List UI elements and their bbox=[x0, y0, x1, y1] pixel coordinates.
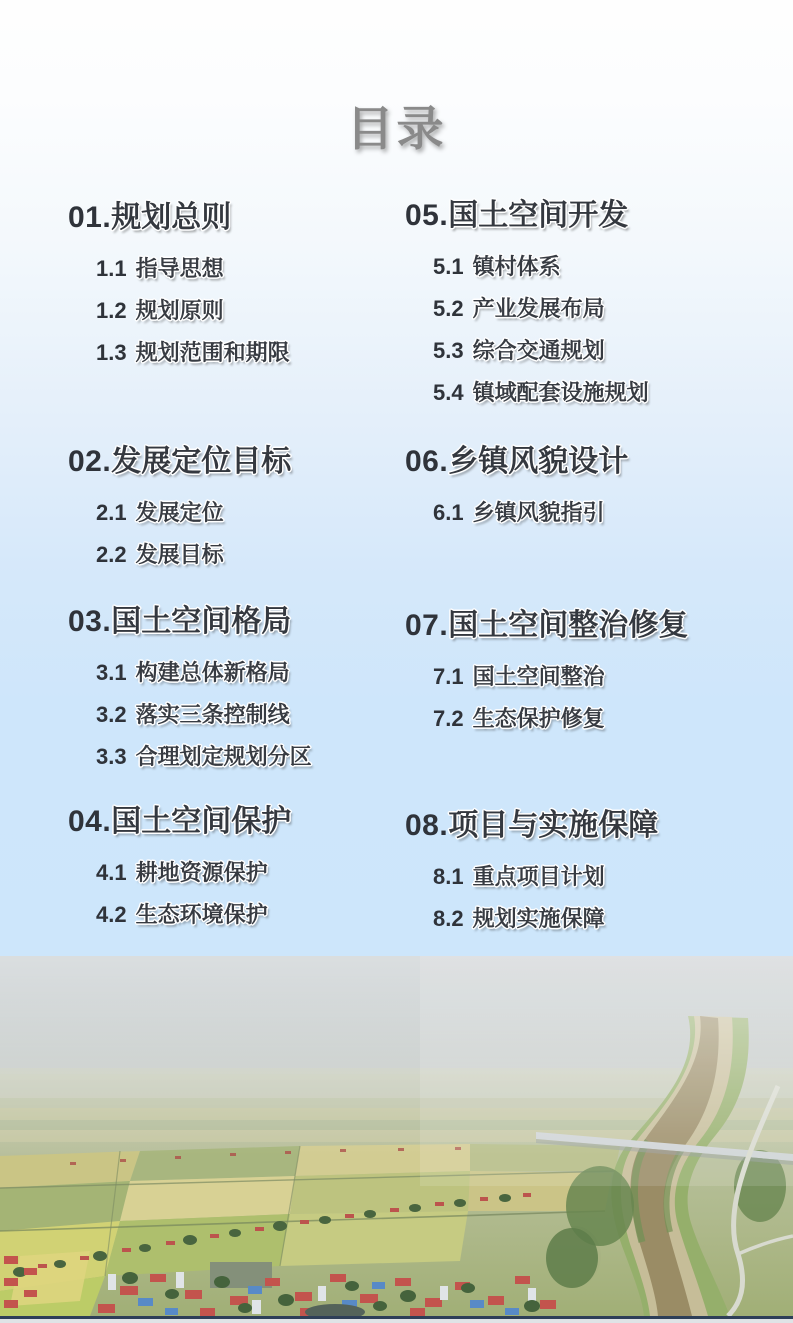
section-title: 国土空间保护 bbox=[111, 805, 292, 838]
toc-item bbox=[433, 698, 688, 740]
section-heading bbox=[405, 196, 649, 236]
toc-item bbox=[433, 856, 658, 898]
toc-section-08 bbox=[405, 806, 658, 940]
section-title: 项目与实施保障 bbox=[448, 809, 659, 842]
section-number: 05. bbox=[405, 199, 449, 232]
item-label: 耕地资源保护 bbox=[135, 860, 268, 885]
toc-item bbox=[96, 894, 291, 936]
section-items bbox=[68, 652, 312, 778]
section-title: 乡镇风貌设计 bbox=[448, 445, 629, 478]
item-label: 规划范围和期限 bbox=[135, 340, 290, 365]
toc-item bbox=[96, 736, 312, 778]
aerial-photo-town-river bbox=[0, 956, 793, 1316]
toc-item bbox=[96, 248, 290, 290]
section-items bbox=[405, 492, 628, 534]
section-number: 07. bbox=[405, 609, 449, 642]
section-title: 国土空间整治修复 bbox=[448, 609, 689, 642]
section-items bbox=[68, 248, 290, 374]
toc-section-05 bbox=[405, 196, 649, 414]
section-number: 08. bbox=[405, 809, 449, 842]
item-label: 规划实施保障 bbox=[472, 906, 605, 931]
item-number: 8.1 bbox=[433, 864, 464, 889]
item-label: 发展目标 bbox=[135, 542, 224, 567]
item-number: 5.4 bbox=[433, 380, 464, 405]
section-number: 02. bbox=[68, 445, 112, 478]
toc-item bbox=[96, 332, 290, 374]
toc-section-04 bbox=[68, 802, 291, 936]
item-number: 5.1 bbox=[433, 254, 464, 279]
item-number: 1.3 bbox=[96, 340, 127, 365]
item-number: 4.1 bbox=[96, 860, 127, 885]
section-number: 04. bbox=[68, 805, 112, 838]
item-number: 1.2 bbox=[96, 298, 127, 323]
section-heading bbox=[405, 606, 688, 646]
section-heading bbox=[68, 198, 290, 238]
toc-item bbox=[96, 852, 291, 894]
item-number: 7.2 bbox=[433, 706, 464, 731]
item-label: 重点项目计划 bbox=[472, 864, 605, 889]
toc-section-07 bbox=[405, 606, 688, 740]
item-label: 合理划定规划分区 bbox=[135, 744, 312, 769]
toc-item bbox=[433, 372, 649, 414]
item-number: 5.3 bbox=[433, 338, 464, 363]
item-label: 镇村体系 bbox=[472, 254, 561, 279]
item-number: 5.2 bbox=[433, 296, 464, 321]
photo-bottom-border bbox=[0, 1316, 793, 1323]
item-label: 指导思想 bbox=[135, 256, 224, 281]
toc-section-03 bbox=[68, 602, 312, 778]
item-label: 镇域配套设施规划 bbox=[472, 380, 649, 405]
item-number: 1.1 bbox=[96, 256, 127, 281]
toc-item bbox=[96, 694, 312, 736]
toc-item bbox=[433, 898, 658, 940]
section-heading bbox=[405, 442, 628, 482]
section-heading bbox=[68, 802, 291, 842]
item-number: 3.2 bbox=[96, 702, 127, 727]
toc-item bbox=[433, 330, 649, 372]
section-items bbox=[405, 246, 649, 414]
item-label: 国土空间整治 bbox=[472, 664, 605, 689]
item-label: 产业发展布局 bbox=[472, 296, 605, 321]
item-number: 7.1 bbox=[433, 664, 464, 689]
toc-item bbox=[96, 290, 290, 332]
section-items bbox=[68, 852, 291, 936]
section-number: 06. bbox=[405, 445, 449, 478]
section-title: 国土空间开发 bbox=[448, 199, 629, 232]
photo-haze bbox=[0, 956, 793, 1316]
toc-item bbox=[433, 288, 649, 330]
item-number: 3.1 bbox=[96, 660, 127, 685]
section-heading bbox=[68, 442, 291, 482]
item-label: 构建总体新格局 bbox=[135, 660, 290, 685]
item-number: 8.2 bbox=[433, 906, 464, 931]
toc-item bbox=[433, 492, 628, 534]
item-number: 2.1 bbox=[96, 500, 127, 525]
item-label: 规划原则 bbox=[135, 298, 224, 323]
toc-section-06 bbox=[405, 442, 628, 534]
section-items bbox=[405, 656, 688, 740]
toc-item bbox=[96, 652, 312, 694]
item-label: 落实三条控制线 bbox=[135, 702, 290, 727]
item-label: 生态保护修复 bbox=[472, 706, 605, 731]
toc-item bbox=[96, 534, 291, 576]
section-items bbox=[405, 856, 658, 940]
section-heading bbox=[68, 602, 312, 642]
item-number: 4.2 bbox=[96, 902, 127, 927]
section-number: 03. bbox=[68, 605, 112, 638]
page-title: 目录 bbox=[346, 102, 447, 155]
item-label: 发展定位 bbox=[135, 500, 224, 525]
item-label: 乡镇风貌指引 bbox=[472, 500, 605, 525]
item-label: 生态环境保护 bbox=[135, 902, 268, 927]
toc-item bbox=[433, 246, 649, 288]
toc-section-02 bbox=[68, 442, 291, 576]
item-number: 6.1 bbox=[433, 500, 464, 525]
item-label: 综合交通规划 bbox=[472, 338, 605, 363]
item-number: 2.2 bbox=[96, 542, 127, 567]
section-title: 规划总则 bbox=[111, 201, 232, 234]
section-number: 01. bbox=[68, 201, 112, 234]
toc-item bbox=[433, 656, 688, 698]
section-title: 发展定位目标 bbox=[111, 445, 292, 478]
item-number: 3.3 bbox=[96, 744, 127, 769]
section-title: 国土空间格局 bbox=[111, 605, 292, 638]
section-heading bbox=[405, 806, 658, 846]
toc-section-01 bbox=[68, 198, 290, 374]
toc-item bbox=[96, 492, 291, 534]
section-items bbox=[68, 492, 291, 576]
